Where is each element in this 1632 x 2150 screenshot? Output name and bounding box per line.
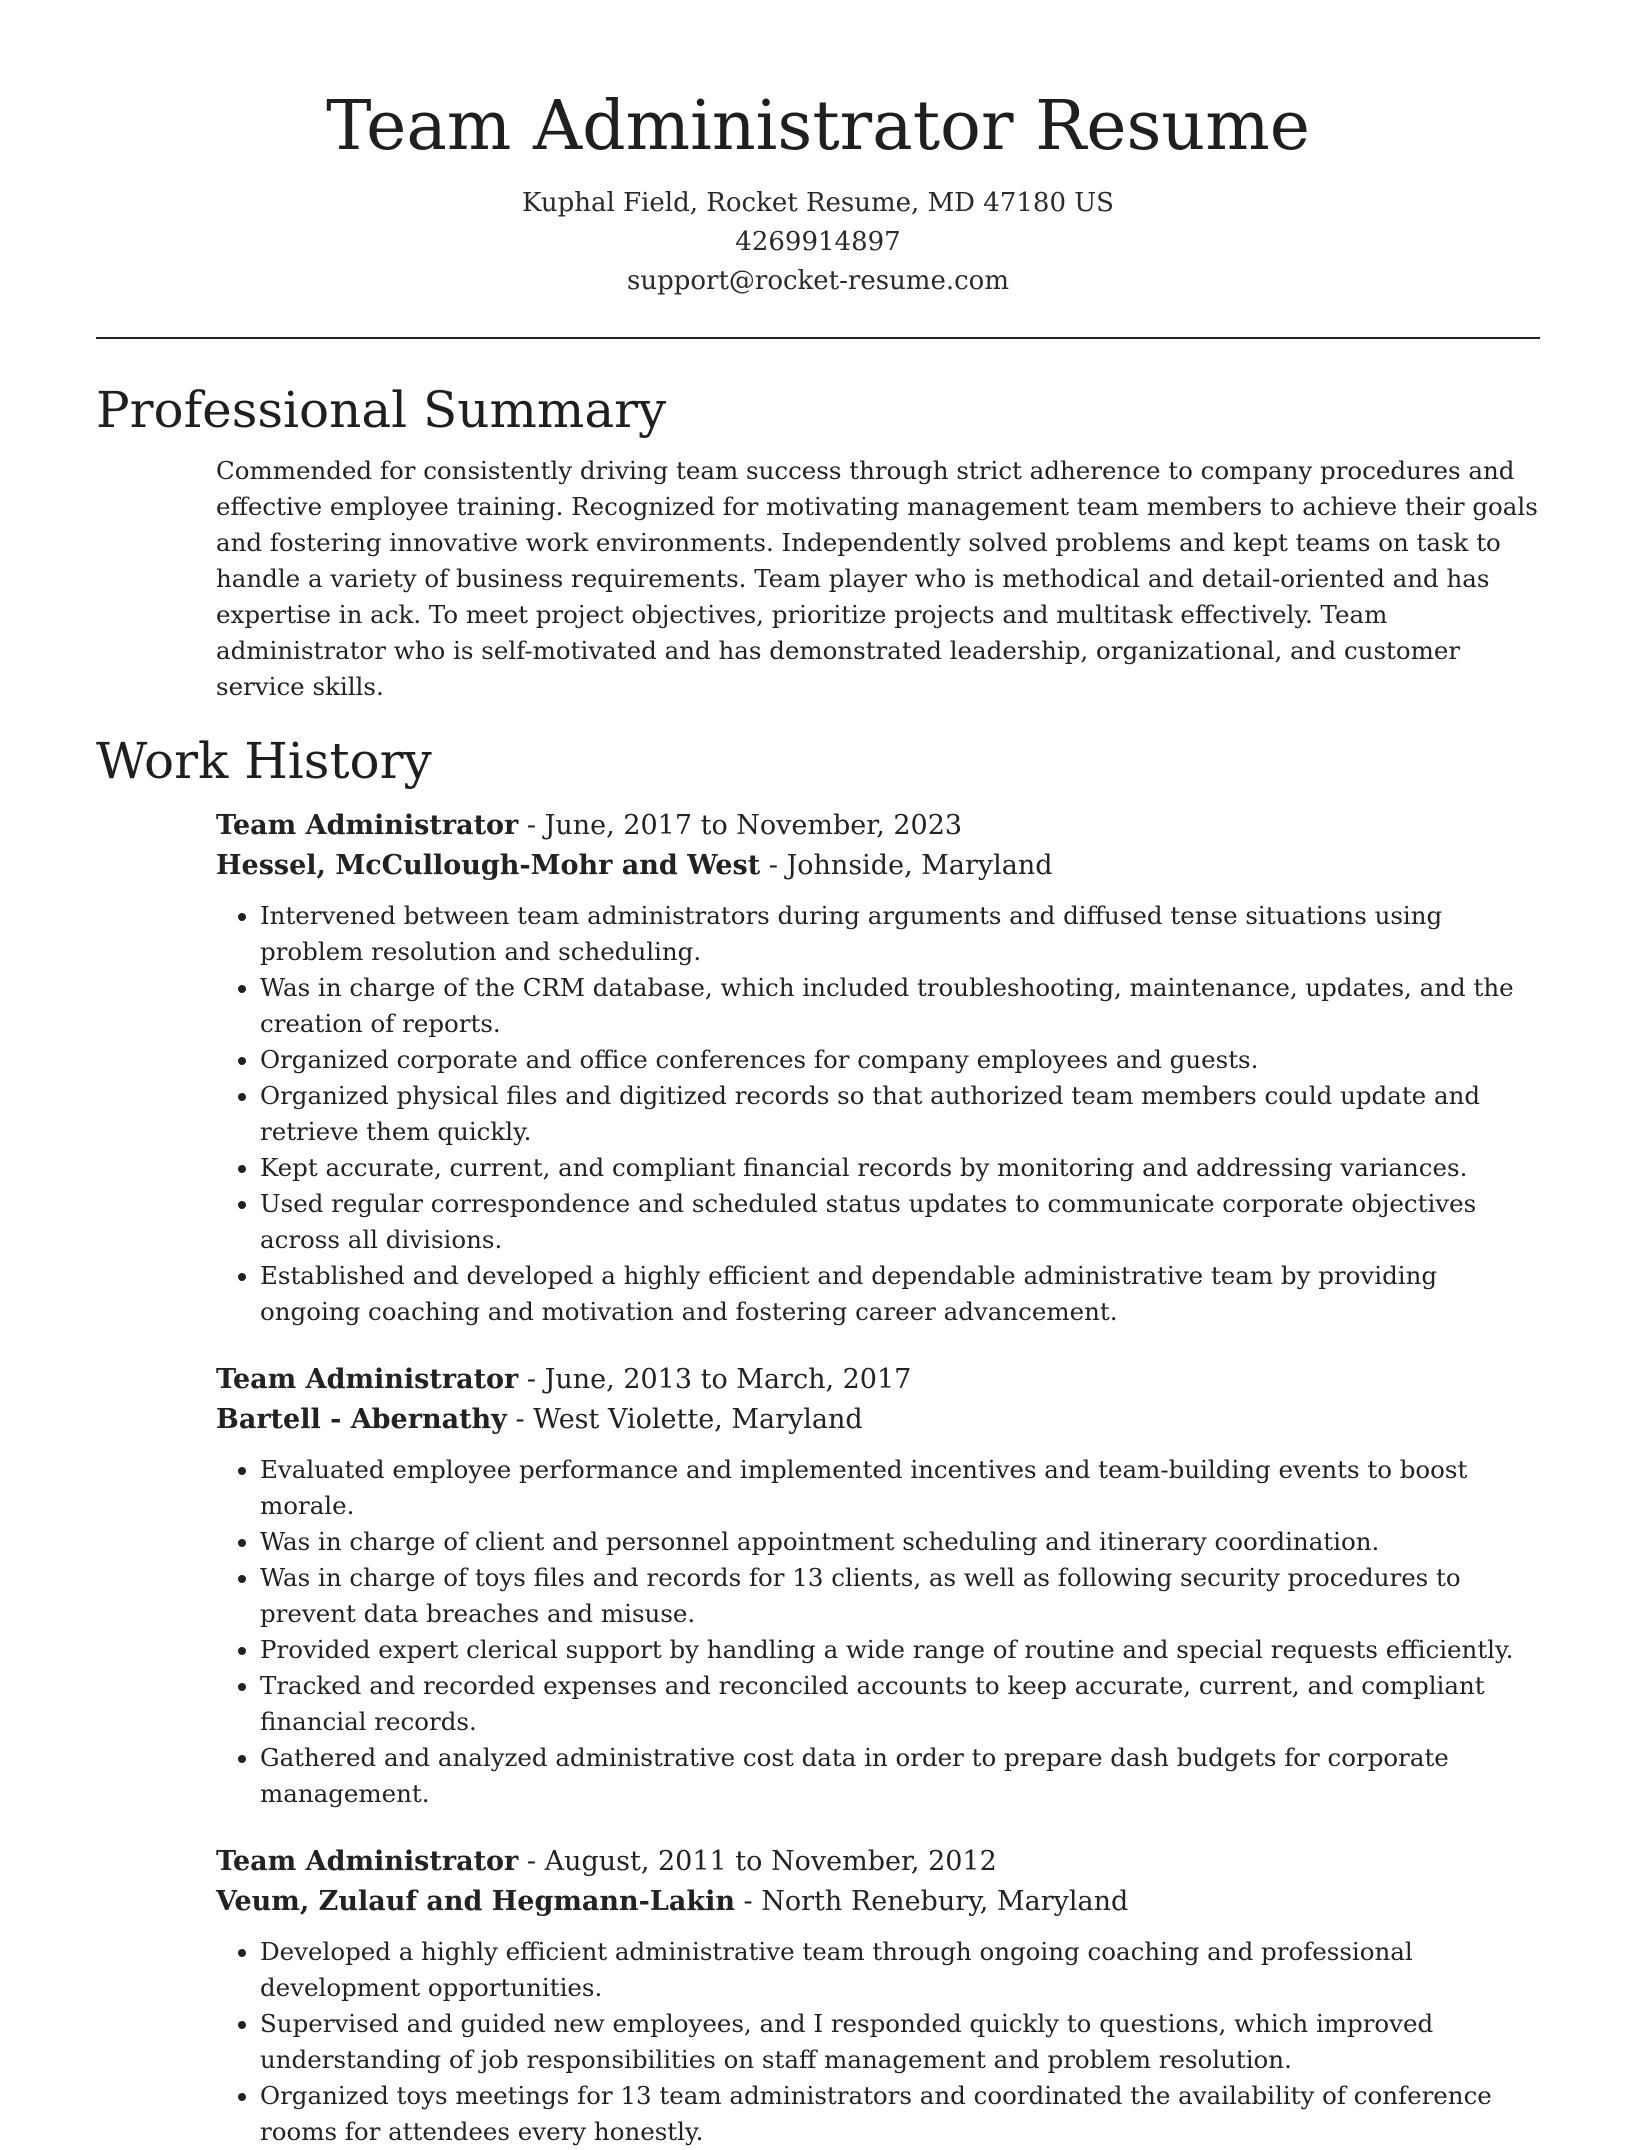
job-dates: - June, 2017 to November, 2023 <box>518 809 963 841</box>
resume-page <box>96 0 1540 2150</box>
bullet-item: • Tracked and recorded expenses and reconciled accounts to keep accurate, current, and compliant financial records. <box>260 1668 1540 1740</box>
bullet-item: • Used regular correspondence and scheduled status updates to communicate corporate objectives across all divisions. <box>260 1186 1540 1258</box>
job-company-line <box>216 846 1540 886</box>
contact-address: Kuphal Field, Rocket Resume, MD 47180 US <box>522 188 1114 218</box>
job-bullets <box>216 1452 1540 1812</box>
job-title-line <box>216 1842 1540 1882</box>
job-entry <box>216 1842 1540 2150</box>
bullet-item: • Established and developed a highly efficient and dependable administrative team by providing ongoing coaching and motivation and fostering career advancement. <box>260 1258 1540 1330</box>
bullet-item: • Gathered and analyzed administrative cost data in order to prepare dash budgets for corporate management. <box>260 1740 1540 1812</box>
job-company: Bartell - Abernathy <box>216 1403 507 1435</box>
bullet-item: • Developed a highly efficient administrative team through ongoing coaching and professional development opportunities. <box>260 1934 1540 2006</box>
job-entry <box>216 806 1540 1330</box>
job-bullets <box>216 1934 1540 2150</box>
bullet-item: • Organized physical files and digitized records so that authorized team members could update and retrieve them quickly. <box>260 1078 1540 1150</box>
bullet-item: • Intervened between team administrators during arguments and diffused tense situations using problem resolution and scheduling. <box>260 898 1540 970</box>
resume-header <box>96 0 1540 301</box>
bullet-item: • Supervised and guided new employees, and I responded quickly to questions, which improved understanding of job responsibilities on staff management and problem resolution. <box>260 2006 1540 2078</box>
job-bullets <box>216 898 1540 1330</box>
job-dates: - August, 2011 to November, 2012 <box>518 1845 997 1877</box>
contact-info <box>96 184 1540 301</box>
work-history-list <box>216 806 1540 2150</box>
job-company-line <box>216 1882 1540 1922</box>
job-company: Veum, Zulauf and Hegmann-Lakin <box>216 1885 735 1917</box>
job-location: - West Violette, Maryland <box>506 1403 863 1435</box>
job-location: - Johnside, Maryland <box>760 849 1053 881</box>
bullet-item: • Organized toys meetings for 13 team administrators and coordinated the availability of conference rooms for attendees every honestly. <box>260 2078 1540 2150</box>
job-entry <box>216 1360 1540 1812</box>
job-dates: - June, 2013 to March, 2017 <box>518 1363 912 1395</box>
job-company-line <box>216 1400 1540 1440</box>
bullet-item: • Evaluated employee performance and implemented incentives and team-building events to boost morale. <box>260 1452 1540 1524</box>
summary-heading: Professional Summary <box>96 381 667 439</box>
job-title-line <box>216 1360 1540 1400</box>
bullet-item: • Was in charge of the CRM database, which included troubleshooting, maintenance, updates, and the creation of reports. <box>260 970 1540 1042</box>
bullet-item: • Provided expert clerical support by handling a wide range of routine and special requests efficiently. <box>260 1632 1540 1668</box>
job-title: Team Administrator <box>216 809 519 841</box>
resume-title: Team Administrator Resume <box>326 87 1310 166</box>
job-company: Hessel, McCullough-Mohr and West <box>216 849 761 881</box>
bullet-item: • Organized corporate and office conferences for company employees and guests. <box>260 1042 1540 1078</box>
job-title-line <box>216 806 1540 846</box>
work-history-heading: Work History <box>96 731 432 790</box>
job-location: - North Renebury, Maryland <box>734 1885 1129 1917</box>
bullet-item: • Was in charge of client and personnel appointment scheduling and itinerary coordination. <box>260 1524 1540 1560</box>
header-divider <box>96 337 1540 339</box>
contact-phone: 4269914897 <box>735 227 901 257</box>
summary-text: Commended for consistently driving team success through strict adherence to company procedures and effective employee training. Recognized for motivating management team members to achieve their goals and fostering innovative work environments. Independently solved problems and kept teams on task to handle a variety of business requirements. Team player who is methodical and detail-oriented and has expertise in ack. To meet project objectives, prioritize projects and multitask effectively. Team administrator who is self-motivated and has demonstrated leadership, organizational, and customer service skills. <box>216 456 1538 701</box>
bullet-item: • Kept accurate, current, and compliant financial records by monitoring and addressing variances. <box>260 1150 1540 1186</box>
job-title: Team Administrator <box>216 1845 519 1877</box>
bullet-item: • Was in charge of toys files and records for 13 clients, as well as following security procedures to prevent data breaches and misuse. <box>260 1560 1540 1632</box>
contact-email: support@rocket-resume.com <box>626 266 1009 296</box>
job-title: Team Administrator <box>216 1363 519 1395</box>
